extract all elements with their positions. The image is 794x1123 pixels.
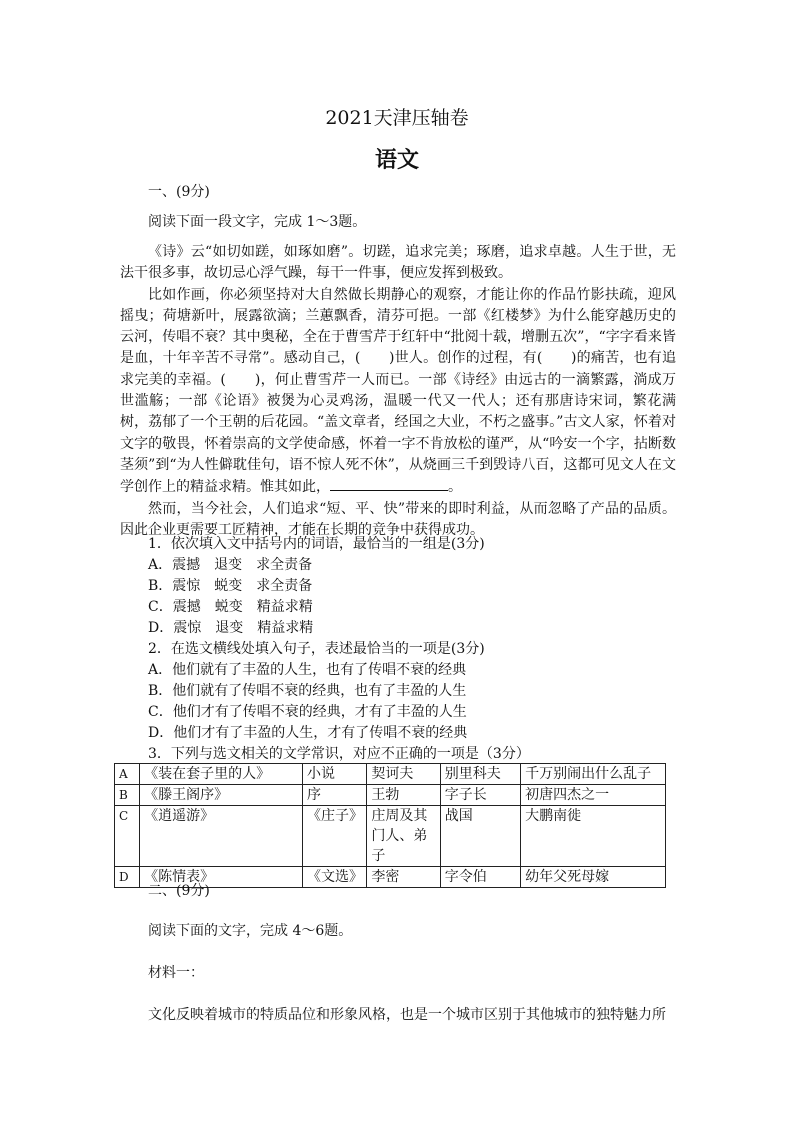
table-cell: 战国 bbox=[440, 806, 520, 867]
question-3-stem: 3．下列与选文相关的文学常识，对应不正确的一项是（3分） bbox=[148, 746, 530, 762]
passage-paragraph-2-text: 比如作画，你必须坚持对大自然做长期静心的观察，才能让你的作品竹影扶疏，迎风摇曳；荷塘新叶，展露欲滴；兰蕙飘香，清芬可挹。一部《红楼梦》为什么能穿越历史的云河，传唱不衰？其中奥秘，全在于曹雪芹于红轩中“批阅十载，增删五次”，“字字看来皆是血，十年辛苦不寻常”。感动自己，( )世人。创作的过程，有( )的痛苦，也有追求完美的幸福。( )，何止曹雪芹一人而已。一部《诗经》由远古的一滴繁露，淌成万世滥觞；一部《论语》被煲为心灵鸡汤，温暖一代又一代人；还有那唐诗宋词，繁花满树，荔郁了一个王朝的后花园。“盖文章者，经国之大业，不朽之盛事。”古文人家，怀着对文字的敬畏，怀着崇高的文学使命感，怀着一字不肯放松的谨严，从“吟安一个字，拈断数茎须”到“为人性僻耽佳句，语不惊人死不休”，从烧画三千到毁诗八百，这都可见文人在文学创作上的精益求精。惟其如此， bbox=[120, 286, 676, 496]
table-cell: A bbox=[115, 764, 140, 785]
question-2-option-d: D．他们才有了丰盈的人生，才有了传唱不衰的经典 bbox=[148, 725, 468, 741]
question-2-stem: 2．在选文横线处填入句子，表述最恰当的一项是(3分) bbox=[148, 641, 485, 657]
table-cell: 李密 bbox=[367, 867, 440, 888]
passage bbox=[120, 242, 676, 541]
table-row bbox=[115, 806, 666, 867]
table-cell: C bbox=[115, 806, 140, 867]
table-cell: 《装在套子里的人》 bbox=[140, 764, 303, 785]
question-1-option-a: A．震撼 退变 求全责备 bbox=[148, 557, 313, 573]
passage-paragraph-2-end: 。 bbox=[448, 479, 462, 496]
table-cell: 字令伯 bbox=[440, 867, 520, 888]
table-row bbox=[115, 785, 666, 806]
table-cell: 字子长 bbox=[440, 785, 520, 806]
table-cell: 幼年父死母嫁 bbox=[521, 867, 666, 888]
section-2-instruction: 阅读下面的文字，完成 4～6题。 bbox=[148, 923, 353, 939]
question-1-stem: 1．依次填入文中括号内的词语，最恰当的一组是(3分) bbox=[148, 536, 485, 552]
material-text: 文化反映着城市的特质品位和形象风格，也是一个城市区别于其他城市的独特魅力所 bbox=[148, 1007, 666, 1023]
table-cell: 王勃 bbox=[367, 785, 440, 806]
table-row bbox=[115, 764, 666, 785]
literature-table bbox=[114, 763, 666, 888]
table-cell: B bbox=[115, 785, 140, 806]
exam-title: 2021天津压轴卷 bbox=[325, 107, 469, 129]
table-cell: D bbox=[115, 867, 140, 888]
question-1-option-b: B．震惊 蜕变 求全责备 bbox=[148, 578, 313, 594]
table-cell: 小说 bbox=[303, 764, 367, 785]
material-label: 材料一： bbox=[148, 965, 204, 981]
table-cell: 《陈情表》 bbox=[140, 867, 303, 888]
subject-title: 语文 bbox=[374, 147, 419, 173]
table-cell: 《逍遥游》 bbox=[140, 806, 303, 867]
table-cell: 庄周及其门人、弟子 bbox=[367, 806, 440, 867]
section-2-heading: 二、(9分) bbox=[148, 883, 210, 899]
table-cell: 大鹏南徙 bbox=[521, 806, 666, 867]
passage-paragraph-3: 然而，当今社会，人们追求“短、平、快”带来的即时利益，从而忽略了产品的品质。因此企业更需要工匠精神，才能在长期的竞争中获得成功。 bbox=[120, 500, 676, 538]
table-cell: 《滕王阁序》 bbox=[140, 785, 303, 806]
question-2-option-b: B．他们就有了传唱不衰的经典，也有了丰盈的人生 bbox=[148, 683, 467, 699]
section-1-heading: 一、(9分) bbox=[148, 184, 210, 200]
table-cell: 别里科夫 bbox=[440, 764, 520, 785]
passage-paragraph-2 bbox=[120, 285, 676, 499]
fill-blank-line bbox=[330, 476, 448, 491]
table-cell: 《文选》 bbox=[303, 867, 367, 888]
question-2-option-c: C．他们才有了传唱不衰的经典，才有了丰盈的人生 bbox=[148, 704, 467, 720]
table-cell: 千万别闹出什么乱子 bbox=[521, 764, 666, 785]
passage-paragraph-1: 《诗》云“如切如蹉，如琢如磨”。切蹉，追求完美；琢磨，追求卓越。人生于世，无法干很多事，故切忌心浮气躁，每干一件事，便应发挥到极致。 bbox=[120, 244, 676, 282]
table-cell: 初唐四杰之一 bbox=[521, 785, 666, 806]
question-1-option-c: C．震撼 蜕变 精益求精 bbox=[148, 599, 313, 615]
table-cell: 序 bbox=[303, 785, 367, 806]
table-cell: 契诃夫 bbox=[367, 764, 440, 785]
section-1-instruction: 阅读下面一段文字，完成 1～3题。 bbox=[148, 214, 367, 230]
question-2-option-a: A．他们就有了丰盈的人生，也有了传唱不衰的经典 bbox=[148, 662, 467, 678]
question-1-option-d: D．震惊 退变 精益求精 bbox=[148, 620, 314, 636]
table-cell: 《庄子》 bbox=[303, 806, 367, 867]
